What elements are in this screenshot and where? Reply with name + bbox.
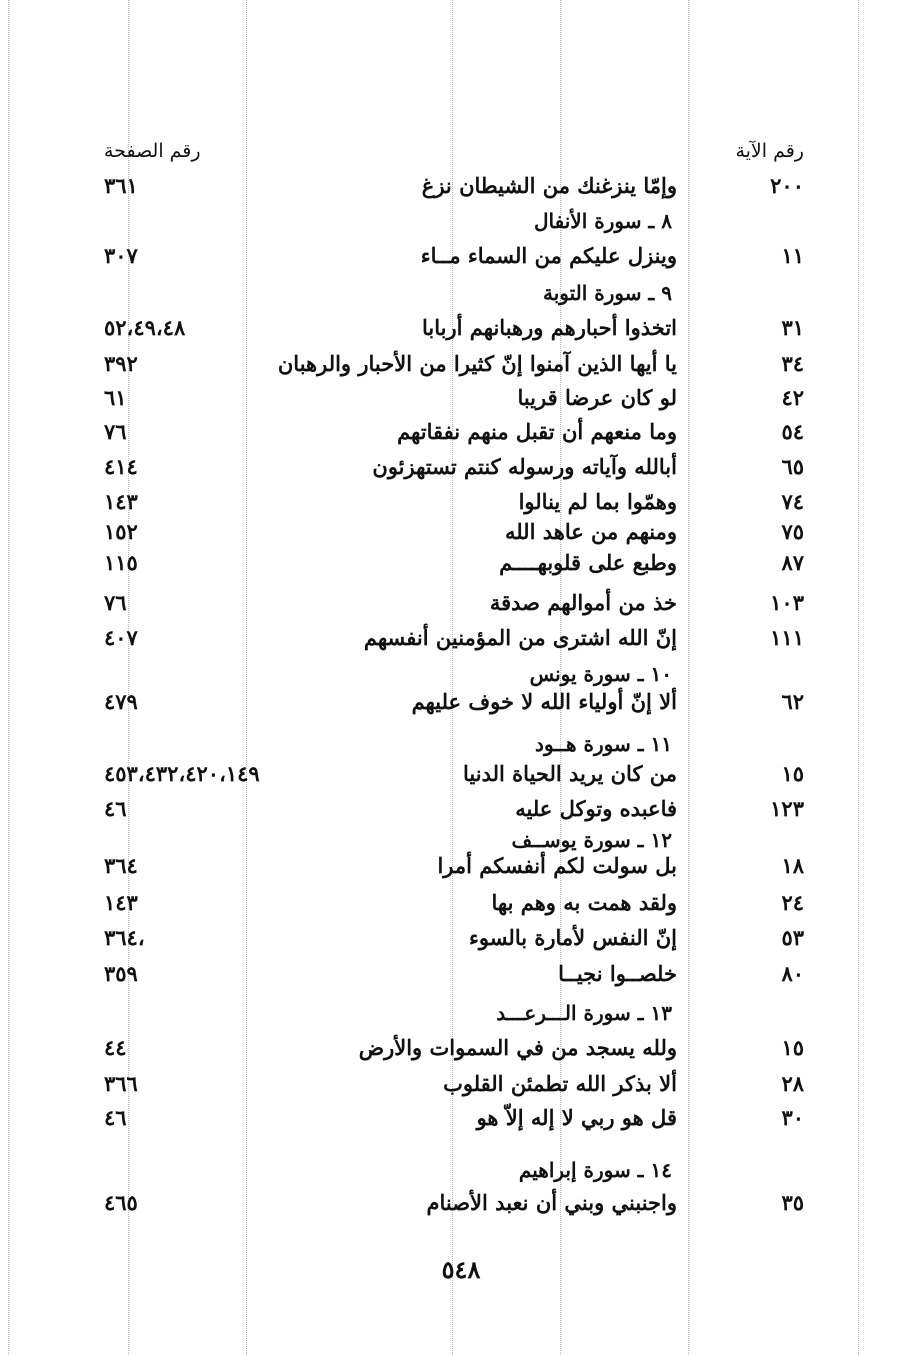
ayah-number: ١٢٣	[770, 796, 804, 821]
page-reference: ٧٦	[104, 590, 127, 615]
verse-text: خلصــوا نجيــا	[558, 961, 677, 986]
ayah-number: ١٠٣	[770, 590, 804, 615]
ayah-number: ٥٣	[781, 925, 804, 950]
ayah-number: ٣٥	[781, 1190, 804, 1215]
verse-text: ولله يسجد من في السموات والأرض	[358, 1035, 677, 1060]
verse-text: يا أيها الذين آمنوا إنّ كثيرا من الأحبار والرهبان	[277, 351, 677, 376]
ayah-number: ٤٢	[781, 385, 804, 410]
verse-text: وطبع على قلوبهــــم	[499, 550, 677, 575]
page-reference: ١٥٢	[104, 519, 138, 544]
ayah-number: ٧٥	[781, 519, 804, 544]
guide-line	[858, 0, 859, 1355]
page-reference: ٤٦	[104, 1105, 127, 1130]
page-reference: ٧٦	[104, 419, 127, 444]
page-reference: ٤٥٣،٤٣٢،٤٢٠،١٤٩	[104, 761, 260, 786]
surah-heading: ٨ ـ سورة الأنفال	[534, 209, 672, 233]
verse-text: فاعبده وتوكل عليه	[515, 796, 677, 821]
page-reference: ١٤٣	[104, 489, 138, 514]
page-reference: ٣٦٤،	[104, 925, 145, 950]
ayah-number: ٧٤	[781, 489, 804, 514]
ayah-number: ٣٠	[781, 1105, 804, 1130]
ayah-number: ٣١	[781, 315, 804, 340]
surah-heading: ١٤ ـ سورة إبراهيم	[518, 1158, 672, 1182]
page-reference: ١٤٣	[104, 890, 138, 915]
ayah-number: ١٥	[781, 1035, 804, 1060]
page-reference: ٤٠٧	[104, 625, 138, 650]
page-reference: ٣٥٩	[104, 961, 138, 986]
ayah-number: ١٨	[781, 853, 804, 878]
page-reference: ٣٦٤	[104, 853, 138, 878]
surah-heading: ١٢ ـ سورة يوســف	[511, 828, 672, 852]
ayah-number: ٨٧	[781, 550, 804, 575]
verse-text: بل سولت لكم أنفسكم أمرا	[437, 853, 677, 878]
surah-heading: ١١ ـ سورة هــود	[535, 732, 672, 756]
ayah-number: ٢٨	[781, 1071, 804, 1096]
verse-text: من كان يريد الحياة الدنيا	[463, 761, 677, 786]
verse-text: وما منعهم أن تقبل منهم نفقاتهم	[397, 419, 677, 444]
verse-text: ولقد همت به وهم بها	[491, 890, 677, 915]
ayah-number: ٢٤	[781, 890, 804, 915]
verse-text: ألا إنّ أولياء الله لا خوف عليهم	[411, 689, 677, 714]
verse-text: ألا بذكر الله تطمئن القلوب	[443, 1071, 677, 1096]
verse-text: وإمّا ينزغنك من الشيطان نزغ	[421, 173, 677, 198]
verse-text: لو كان عرضا قريبا	[517, 385, 677, 410]
surah-heading: ١٣ ـ سورة الـــرعـــد	[496, 1001, 672, 1025]
page-reference: ٣٠٧	[104, 243, 138, 268]
ayah-number: ٨٠	[781, 961, 804, 986]
verse-text: قل هو ربي لا إله إلاّ هو	[476, 1105, 677, 1130]
page-reference: ٦١	[104, 385, 127, 410]
verse-text: ومنهم من عاهد الله	[504, 519, 677, 544]
ayah-number: ٣٤	[781, 351, 804, 376]
surah-heading: ١٠ ـ سورة يونس	[529, 662, 672, 686]
page-reference: ٤٦٥	[104, 1190, 138, 1215]
ayah-number: ٥٤	[781, 419, 804, 444]
verse-text: وهمّوا بما لم ينالوا	[518, 489, 677, 514]
ayah-number: ١٥	[781, 761, 804, 786]
page-reference: ١١٥	[104, 550, 138, 575]
verse-text: إنّ الله اشترى من المؤمنين أنفسهم	[363, 625, 677, 650]
guide-line	[8, 0, 9, 1355]
ayah-number: ١١١	[770, 625, 804, 650]
page-reference: ٣٦١	[104, 173, 138, 198]
ayah-number: ٢٠٠	[770, 173, 804, 198]
page-reference: ٤١٤	[104, 454, 138, 479]
verse-text: اتخذوا أحبارهم ورهبانهم أربابا	[422, 315, 677, 340]
ayah-number: ٦٥	[781, 454, 804, 479]
page-reference: ٤٧٩	[104, 689, 138, 714]
verse-text: وينزل عليكم من السماء مــاء	[420, 243, 677, 268]
page-reference: ٤٤	[104, 1035, 127, 1060]
ayah-number: ١١	[781, 243, 804, 268]
verse-text: إنّ النفس لأمارة بالسوء	[468, 925, 677, 950]
ayah-number-header: رقم الآية	[735, 140, 804, 162]
page-reference: ٤٦	[104, 796, 127, 821]
verse-text: أبالله وآياته ورسوله كنتم تستهزئون	[372, 454, 677, 479]
page-number-footer: ٥٤٨	[441, 1255, 481, 1284]
verse-text: واجنبني وبني أن نعبد الأصنام	[426, 1190, 677, 1215]
page-reference: ٣٦٦	[104, 1071, 138, 1096]
page-number-header: رقم الصفحة	[104, 140, 201, 162]
guide-line	[688, 0, 689, 1355]
surah-heading: ٩ ـ سورة التوبة	[542, 281, 672, 305]
page-reference: ٣٩٢	[104, 351, 138, 376]
ayah-number: ٦٢	[781, 689, 804, 714]
page-reference: ٥٢،٤٩،٤٨	[104, 315, 186, 340]
verse-text: خذ من أموالهم صدقة	[489, 590, 677, 615]
